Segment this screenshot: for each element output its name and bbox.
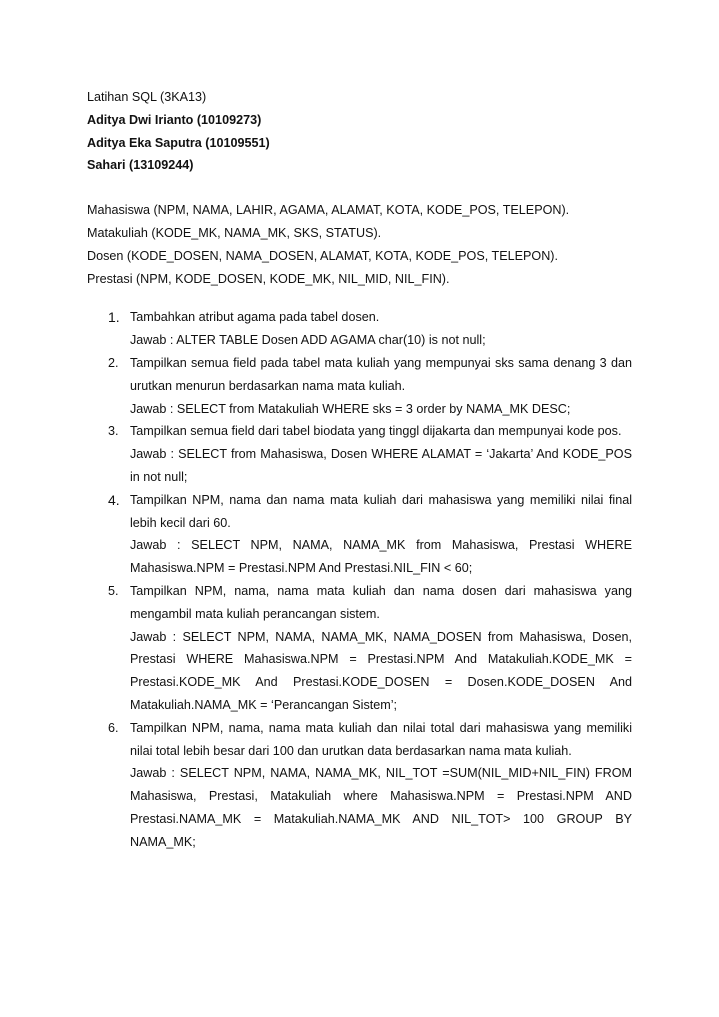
exercise-item bbox=[87, 306, 632, 352]
exercise-number: 5. bbox=[108, 583, 119, 598]
document-body bbox=[87, 86, 632, 854]
author-line: Aditya Dwi Irianto (10109273) bbox=[87, 112, 262, 127]
exercise-question: Tampilkan NPM, nama, nama mata kuliah dan nama dosen dari mahasiswa yang mengambil mata kuliah perancangan sistem. bbox=[130, 583, 632, 621]
exercise-question: Tambahkan atribut agama pada tabel dosen. bbox=[130, 310, 380, 325]
exercise-question: Tampilkan semua field pada tabel mata kuliah yang mempunyai sks sama denang 3 dan urutkan menurun berdasarkan nama mata kuliah. bbox=[130, 355, 632, 393]
exercise-item bbox=[87, 352, 632, 420]
schema-line: Prestasi (NPM, KODE_DOSEN, KODE_MK, NIL_MID, NIL_FIN). bbox=[87, 271, 450, 286]
schema-line: Dosen (KODE_DOSEN, NAMA_DOSEN, ALAMAT, KOTA, KODE_POS, TELEPON). bbox=[87, 248, 558, 263]
author-line: Sahari (13109244) bbox=[87, 158, 194, 173]
exercise-answer: Jawab : SELECT NPM, NAMA, NAMA_MK from Mahasiswa, Prestasi WHERE Mahasiswa.NPM = Prestasi.NPM And Prestasi.NIL_FIN < 60; bbox=[130, 538, 632, 576]
exercise-answer: Jawab : SELECT from Matakuliah WHERE sks = 3 order by NAMA_MK DESC; bbox=[130, 401, 571, 416]
exercise-number: 3. bbox=[108, 424, 119, 439]
exercise-answer: Jawab : ALTER TABLE Dosen ADD AGAMA char(10) is not null; bbox=[130, 333, 486, 348]
exercise-number: 4. bbox=[108, 491, 120, 508]
spacer bbox=[87, 177, 632, 199]
exercise-item bbox=[87, 717, 632, 854]
exercise-item bbox=[87, 489, 632, 580]
exercise-question: Tampilkan semua field dari tabel biodata yang tinggl dijakarta dan mempunyai kode pos. bbox=[130, 424, 622, 439]
exercise-number: 1. bbox=[108, 309, 120, 326]
document-title: Latihan SQL (3KA13) bbox=[87, 90, 207, 104]
exercise-question: Tampilkan NPM, nama dan nama mata kuliah dari mahasiswa yang memiliki nilai final lebih kecil dari 60. bbox=[130, 492, 632, 530]
exercise-number: 6. bbox=[108, 720, 119, 735]
author-line: Aditya Eka Saputra (10109551) bbox=[87, 135, 270, 150]
exercise-answer: Jawab : SELECT from Mahasiswa, Dosen WHERE ALAMAT = ‘Jakarta’ And KODE_POS in not null; bbox=[130, 447, 632, 484]
schema-line: Matakuliah (KODE_MK, NAMA_MK, SKS, STATUS). bbox=[87, 225, 382, 240]
exercise-answer: Jawab : SELECT NPM, NAMA, NAMA_MK, NAMA_DOSEN from Mahasiswa, Dosen, Prestasi WHERE Mahasiswa.NPM = Prestasi.NPM And Matakuliah.KODE_MK = Prestasi.KODE_MK And Prestasi.KODE_DOSEN = Dosen.KODE_DOSEN And Matakuliah.NAMA_MK = ‘Perancangan Sistem’; bbox=[130, 629, 632, 712]
exercise-list bbox=[87, 306, 632, 853]
exercise-number: 2. bbox=[108, 355, 119, 370]
exercise-item bbox=[87, 420, 632, 488]
schema-line: Mahasiswa (NPM, NAMA, LAHIR, AGAMA, ALAMAT, KOTA, KODE_POS, TELEPON). bbox=[87, 203, 570, 218]
exercise-answer: Jawab : SELECT NPM, NAMA, NAMA_MK, NIL_TOT =SUM(NIL_MID+NIL_FIN) FROM Mahasiswa, Prestasi, Matakuliah where Mahasiswa.NPM = Prestasi.NPM AND Prestasi.NAMA_MK = Matakuliah.NAMA_MK AND NIL_TOT> 100 GROUP BY NAMA_MK; bbox=[130, 766, 632, 849]
exercise-question: Tampilkan NPM, nama, nama mata kuliah dan nilai total dari mahasiswa yang memiliki nilai total lebih besar dari 100 dan urutkan data berdasarkan nama mata kuliah. bbox=[130, 720, 632, 758]
exercise-item bbox=[87, 580, 632, 717]
